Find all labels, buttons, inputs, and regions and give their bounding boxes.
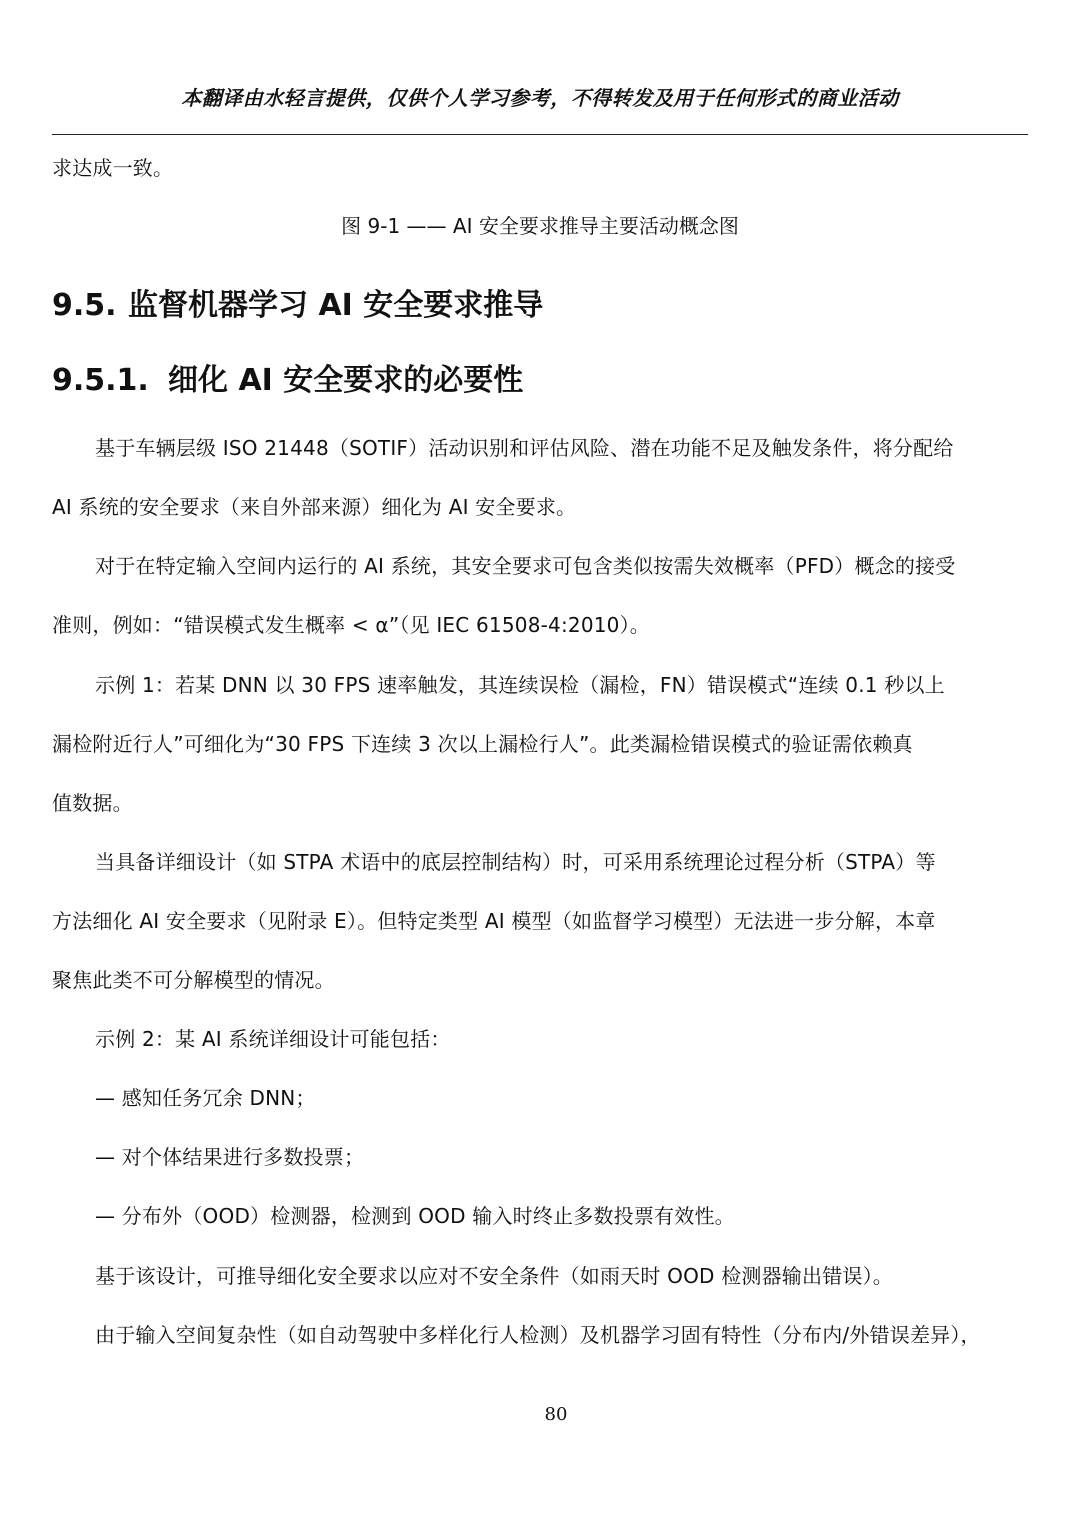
section-title: 监督机器学习 AI 安全要求推导: [128, 288, 544, 323]
body-line: 准则，例如：“错误模式发生概率 < α”（见 IEC 61508-4:2010）。: [52, 613, 650, 637]
body-line: 方法细化 AI 安全要求（见附录 E）。但特定类型 AI 模型（如监督学习模型）无法进一步分解，本章: [52, 909, 936, 933]
figure-caption: 图 9-1 —— AI 安全要求推导主要活动概念图: [341, 214, 739, 238]
body-line: 漏检附近行人”可细化为“30 FPS 下连续 3 次以上漏检行人”。此类漏检错误模式的验证需依赖真: [52, 732, 913, 756]
body-line: 聚焦此类不可分解模型的情况。: [52, 968, 335, 992]
list-item: — 对个体结果进行多数投票；: [95, 1145, 365, 1169]
body-line: 当具备详细设计（如 STPA 术语中的底层控制结构）时，可采用系统理论过程分析（STPA）等: [95, 850, 936, 874]
list-item: — 分布外（OOD）检测器，检测到 OOD 输入时终止多数投票有效性。: [95, 1204, 735, 1228]
header-notice: 本翻译由水轻言提供，仅供个人学习参考，不得转发及用于任何形式的商业活动: [181, 86, 899, 110]
section-number: 9.5.: [52, 288, 117, 323]
body-line: 基于该设计，可推导细化安全要求以应对不安全条件（如雨天时 OOD 检测器输出错误）。: [95, 1264, 893, 1288]
header-divider: [52, 134, 1028, 135]
body-line: 对于在特定输入空间内运行的 AI 系统，其安全要求可包含类似按需失效概率（PFD）概念的接受: [95, 554, 956, 578]
page-number: 80: [544, 1404, 568, 1425]
list-item: — 感知任务冗余 DNN；: [95, 1086, 316, 1110]
body-line: 由于输入空间复杂性（如自动驾驶中多样化行人检测）及机器学习固有特性（分布内/外错误差异），: [95, 1323, 981, 1347]
subsection-title: 细化 AI 安全要求的必要性: [168, 363, 524, 398]
subsection-number: 9.5.1.: [52, 363, 149, 398]
body-line: 示例 1：若某 DNN 以 30 FPS 速率触发，其连续误检（漏检，FN）错误模式“连续 0.1 秒以上: [95, 673, 945, 697]
body-line: AI 系统的安全要求（来自外部来源）细化为 AI 安全要求。: [52, 495, 577, 519]
subsection-heading: [52, 355, 523, 399]
section-heading: [52, 280, 543, 324]
body-line: 值数据。: [52, 791, 133, 815]
body-line: 求达成一致。: [52, 156, 174, 180]
body-line: 基于车辆层级 ISO 21448（SOTIF）活动识别和评估风险、潜在功能不足及触发条件，将分配给: [95, 436, 954, 460]
body-line: 示例 2：某 AI 系统详细设计可能包括：: [95, 1027, 451, 1051]
